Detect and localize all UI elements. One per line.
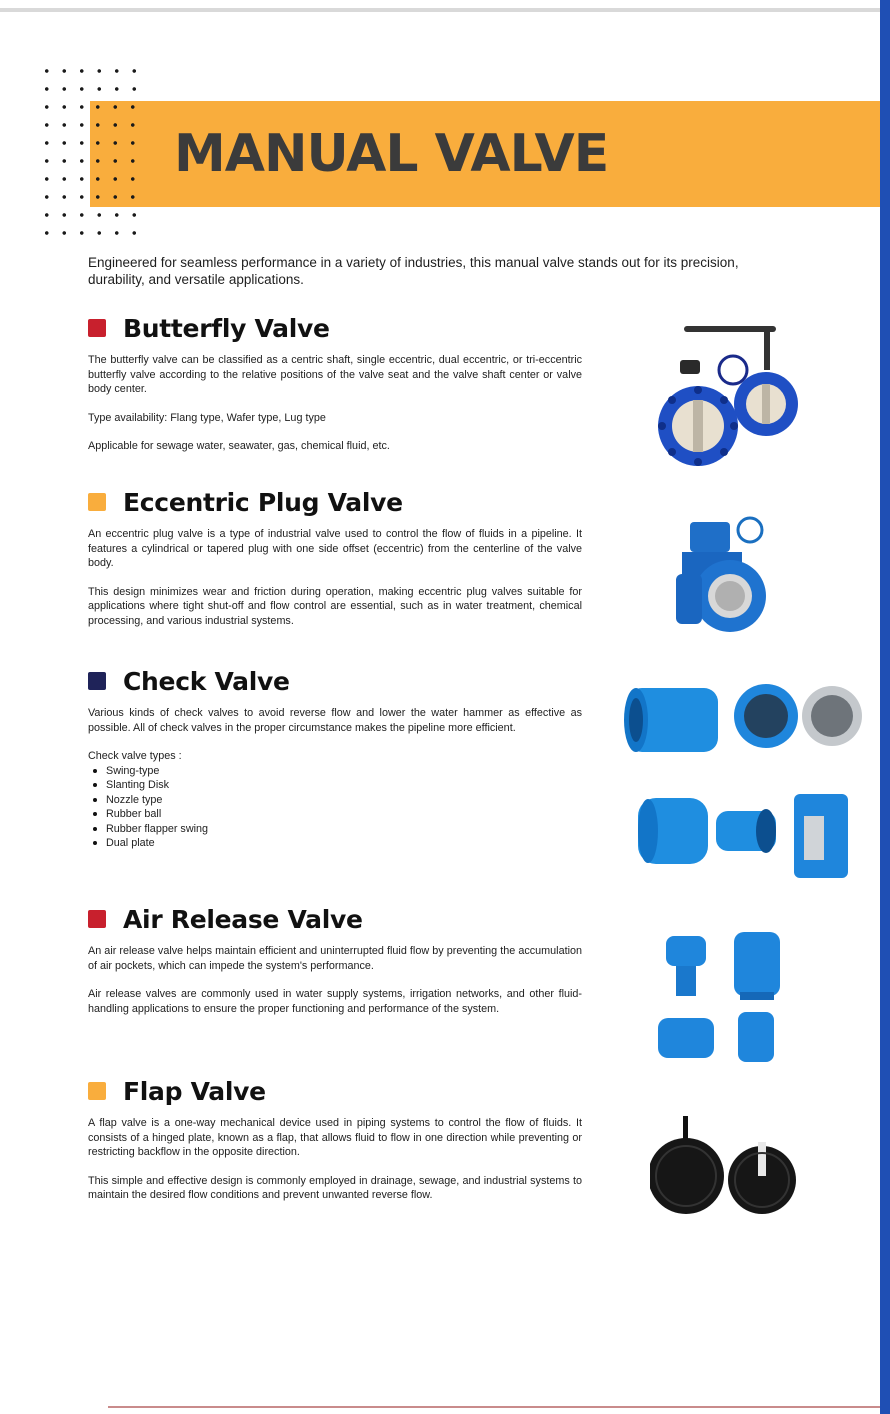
orange-square-bullet <box>88 493 106 511</box>
section-title: Flap Valve <box>123 1076 266 1106</box>
air-release-valves-image <box>652 926 788 1068</box>
section-check-valve <box>88 665 582 851</box>
section-paragraph: An air release valve helps maintain efficient and uninterrupted fluid flow by preventing the accumulation of air pockets, which can impede the system's performance. <box>88 945 582 972</box>
section-flap-valve <box>88 1075 582 1203</box>
eccentric-plug-valve-image <box>672 514 772 636</box>
section-paragraph: An eccentric plug valve is a type of industrial valve used to control the flow of fluids in a pipeline. It features a cylindrical or tapered plug with one side offset (eccentric) from the centerline of the valve body. <box>88 528 582 569</box>
section-paragraph: This simple and effective design is commonly employed in drainage, sewage, and industrial systems to maintain the desired flow conditions and prevent unwanted reverse flow. <box>88 1174 582 1201</box>
intro-text: Engineered for seamless performance in a variety of industries, this manual valve stands out for its precision, durability, and versatile applications. <box>88 255 739 287</box>
list-item: Nozzle type <box>92 793 582 808</box>
section-paragraph: A flap valve is a one-way mechanical device used in piping systems to control the flow of fluids. It consists of a hinged plate, known as a flap, that allows fluid to flow in one direction while preventing or restricting backflow in the opposite direction. <box>88 1117 582 1158</box>
list-item: Swing-type <box>92 764 582 779</box>
list-item: Rubber flapper swing <box>92 822 582 837</box>
check-valve-types-list <box>88 764 582 852</box>
list-item: Slanting Disk <box>92 778 582 793</box>
section-paragraph: Type availability: Flang type, Wafer type, Lug type <box>88 411 326 424</box>
section-paragraph: The butterfly valve can be classified as a centric shaft, single eccentric, dual eccentric, or tri-eccentric butterfly valve according to the relative positions of the valve seat and the valve shaft center or valve body center. <box>88 354 582 395</box>
section-title: Air Release Valve <box>123 904 363 934</box>
navy-square-bullet <box>88 672 106 690</box>
section-title: Butterfly Valve <box>123 313 330 343</box>
orange-square-bullet <box>88 1082 106 1100</box>
bottom-divider <box>108 1406 880 1408</box>
flap-valves-image <box>650 1114 800 1220</box>
dot-pattern-overlay <box>90 101 142 207</box>
section-paragraph: Air release valves are commonly used in water supply systems, irrigation networks, and other fluid-handling applications to ensure the proper functioning and performance of the system. <box>88 988 582 1015</box>
section-paragraph: Applicable for sewage water, seawater, gas, chemical fluid, etc. <box>88 440 390 452</box>
top-divider <box>0 8 880 12</box>
list-item: Dual plate <box>92 836 582 851</box>
list-item: Rubber ball <box>92 807 582 822</box>
section-title: Eccentric Plug Valve <box>123 487 403 517</box>
butterfly-valve-image <box>648 322 808 470</box>
check-valves-image <box>618 676 868 886</box>
check-valve-types-label: Check valve types : <box>88 750 182 762</box>
section-eccentric-plug-valve <box>88 486 582 628</box>
section-air-release-valve <box>88 903 582 1016</box>
page-title: MANUAL VALVE <box>174 124 609 184</box>
red-square-bullet <box>88 910 106 928</box>
right-accent-bar <box>880 0 890 1414</box>
section-paragraph: This design minimizes wear and friction during operation, making eccentric plug valves suitable for applications where tight shut-off and flow control are essential, such as in water treatment, chemical processing, and various industrial systems. <box>88 585 582 627</box>
section-butterfly-valve <box>88 312 582 454</box>
section-paragraph: Various kinds of check valves to avoid reverse flow and lower the water hammer as effective as possible. All of check valves in the proper circumstance makes the pipeline more efficient. <box>88 707 582 734</box>
red-square-bullet <box>88 319 106 337</box>
section-title: Check Valve <box>123 666 290 696</box>
